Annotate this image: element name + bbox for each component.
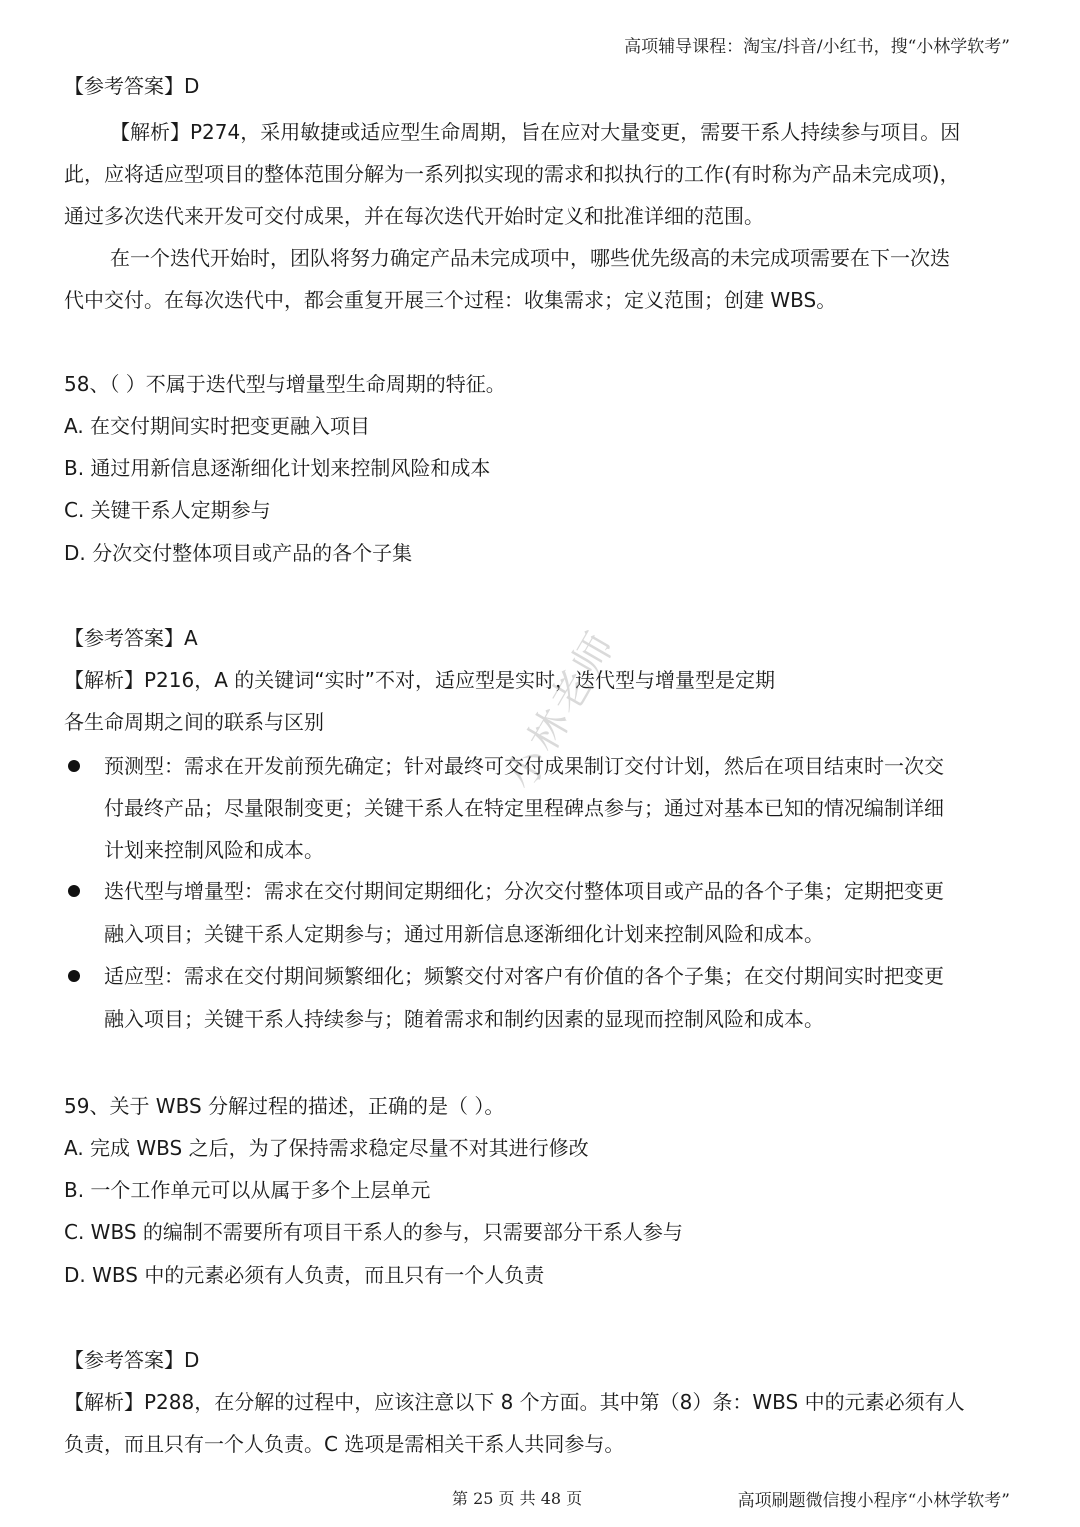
q58-option-d: D. 分次交付整体项目或产品的各个子集	[64, 541, 413, 565]
q59-option-d: D. WBS 中的元素必须有人负责，而且只有一个人负责	[64, 1263, 545, 1287]
q59-analysis-line-1: 【解析】P288，在分解的过程中，应该注意以下 8 个方面。其中第（8）条：WBS 中的元素必须有人	[64, 1390, 965, 1414]
q58-question: 58、（ ）不属于迭代型与增量型生命周期的特征。	[64, 372, 506, 396]
q59-option-b: B. 一个工作单元可以从属于多个上层单元	[64, 1178, 431, 1202]
q58-analysis: 【解析】P216，A 的关键词“实时”不对，适应型是实时，迭代型与增量型是定期	[64, 668, 775, 692]
q58-option-b: B. 通过用新信息逐渐细化计划来控制风险和成本	[64, 456, 491, 480]
bullet-predictive-line-1: 预测型：需求在开发前预先确定；针对最终可交付成果制订交付计划，然后在项目结束时一次交	[104, 754, 944, 778]
watermark: 小林老师	[497, 622, 626, 798]
q58-answer: 【参考答案】A	[64, 626, 198, 650]
q59-option-a: A. 完成 WBS 之后，为了保持需求稳定尽量不对其进行修改	[64, 1136, 589, 1160]
bullet-dot-adaptive	[68, 970, 80, 982]
header-course-note: 高项辅导课程：淘宝/抖音/小红书，搜“小林学软考”	[624, 37, 1010, 57]
q59-analysis-line-2: 负责，而且只有一个人负责。C 选项是需相关干系人共同参与。	[64, 1432, 625, 1456]
q57-para2-line-1: 在一个迭代开始时，团队将努力确定产品未完成项中，哪些优先级高的未完成项需要在下一次迭	[110, 246, 950, 270]
q57-analysis-line-1: 【解析】P274，采用敏捷或适应型生命周期，旨在应对大量变更，需要干系人持续参与项目。因	[110, 120, 961, 144]
bullet-dot-predictive	[68, 760, 80, 772]
bullet-iterative-line-1: 迭代型与增量型：需求在交付期间定期细化；分次交付整体项目或产品的各个子集；定期把变更	[104, 879, 944, 903]
bullet-dot-iterative	[68, 885, 80, 897]
q58-subtitle: 各生命周期之间的联系与区别	[64, 710, 324, 734]
bullet-predictive-line-2: 付最终产品；尽量限制变更；关键干系人在特定里程碑点参与；通过对基本已知的情况编制详细	[104, 796, 944, 820]
bullet-iterative-line-2: 融入项目；关键干系人定期参与；通过用新信息逐渐细化计划来控制风险和成本。	[104, 922, 824, 946]
q57-analysis-line-2: 此，应将适应型项目的整体范围分解为一系列拟实现的需求和拟执行的工作(有时称为产品未完成项)，	[64, 162, 960, 186]
q57-answer: 【参考答案】D	[64, 74, 200, 98]
footer-page-number: 第 25 页 共 48 页	[452, 1489, 583, 1508]
q59-option-c: C. WBS 的编制不需要所有项目干系人的参与，只需要部分干系人参与	[64, 1220, 683, 1244]
q58-option-a: A. 在交付期间实时把变更融入项目	[64, 414, 371, 438]
bullet-adaptive-line-2: 融入项目；关键干系人持续参与；随着需求和制约因素的显现而控制风险和成本。	[104, 1007, 824, 1031]
q57-analysis-line-3: 通过多次迭代来开发可交付成果，并在每次迭代开始时定义和批准详细的范围。	[64, 204, 764, 228]
q59-question: 59、关于 WBS 分解过程的描述，正确的是（ ）。	[64, 1094, 505, 1118]
q58-option-c: C. 关键干系人定期参与	[64, 498, 271, 522]
footer-note: 高项刷题微信搜小程序“小林学软考”	[737, 1491, 1010, 1511]
q57-para2-line-2: 代中交付。在每次迭代中，都会重复开展三个过程：收集需求；定义范围；创建 WBS。	[64, 288, 837, 312]
bullet-adaptive-line-1: 适应型：需求在交付期间频繁细化；频繁交付对客户有价值的各个子集；在交付期间实时把变更	[104, 964, 944, 988]
q59-answer: 【参考答案】D	[64, 1348, 200, 1372]
bullet-predictive-line-3: 计划来控制风险和成本。	[104, 838, 324, 862]
